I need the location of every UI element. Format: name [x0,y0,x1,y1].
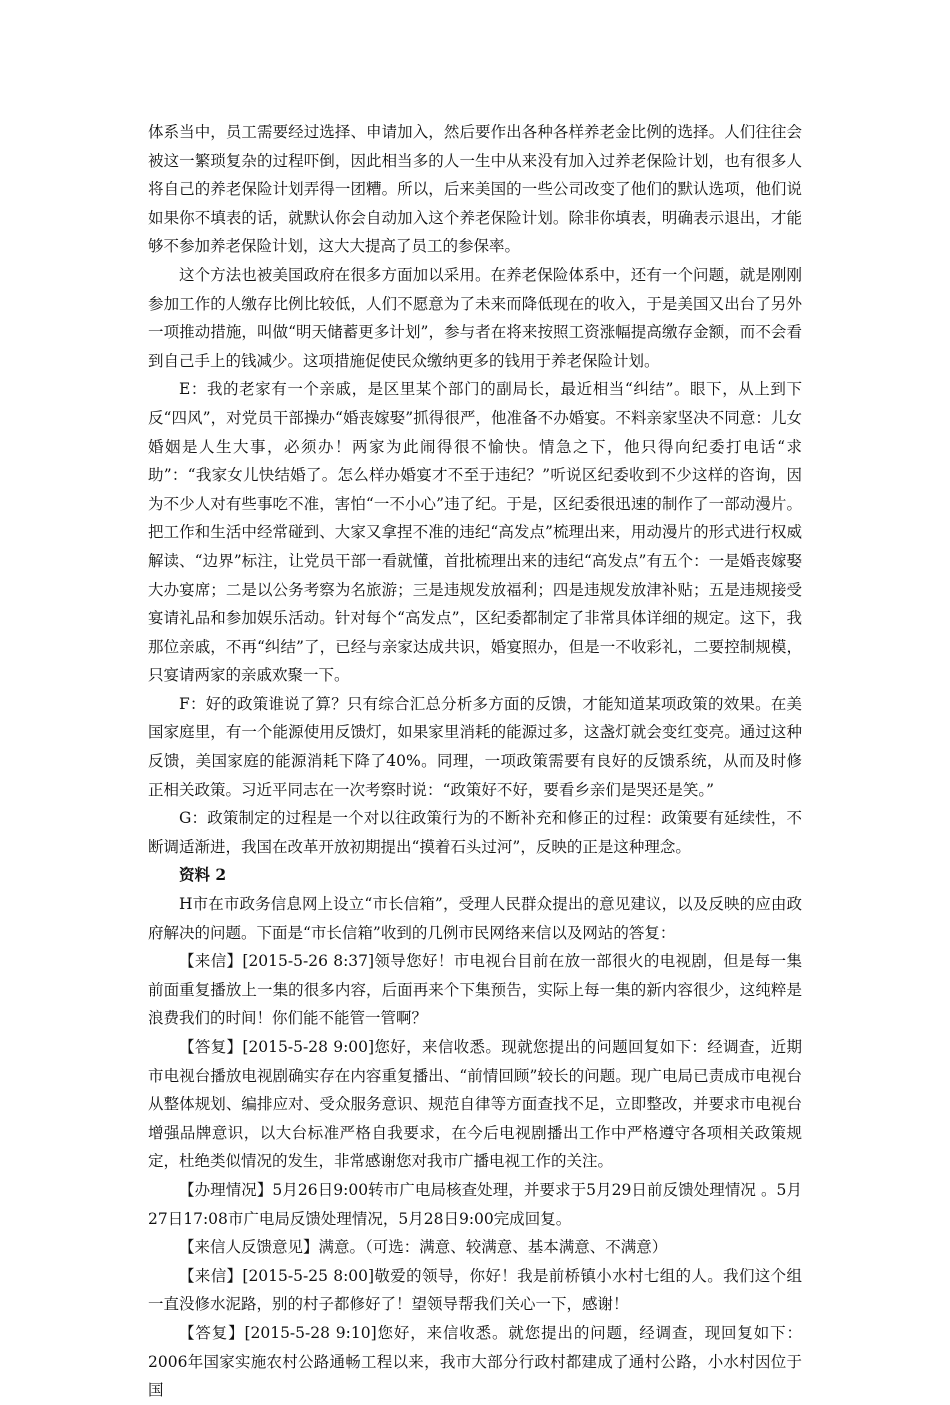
paragraph-letter-2: 【来信】[2015-5-25 8:00]敬爱的领导，你好！我是前桥镇小水村七组的人。我们这个组一直没修水泥路，别的村子都修好了！望领导帮我们关心一下，感谢！ [148,1266,802,1314]
paragraph-pension-default: 体系当中，员工需要经过选择、申请加入，然后要作出各种各样养老金比例的选择。人们往往会被这一繁琐复杂的过程吓倒，因此相当多的人一生中从来没有加入过养老保险计划，也有很多人将自己的养老保险计划弄得一团糟。所以，后来美国的一些公司改变了他们的默认选项，他们说如果你不填表的话，就默认你会自动加入这个养老保险计划。除非你填表，明确表示退出，才能够不参加养老保险计划，这大大提高了员工的参保率。 [148,123,802,256]
section-heading-material-2: 资料 2 [179,865,227,885]
document-page [148,118,802,1405]
paragraph-letter-1: 【来信】[2015-5-26 8:37]领导您好！市电视台目前在放一部很火的电视剧，但是每一集前面重复播放上一集的很多内容，后面再来个下集预告，实际上每一集的新内容很少，这纯粹是浪费我们的时间！你们能不能管一管啊？ [148,952,802,1028]
paragraph-f-feedback: F：好的政策谁说了算？只有综合汇总分析多方面的反馈，才能知道某项政策的效果。在美国家庭里，有一个能源使用反馈灯，如果家里消耗的能源过多，这盏灯就会变红变亮。通过这种反馈，美国家庭的能源消耗下降了40%。同理，一项政策需要有良好的反馈系统，从而及时修正相关政策。习近平同志在一次考察时说：“政策好不好，要看乡亲们是哭还是笑。” [148,694,802,799]
paragraph-h-mayor-mailbox: H市在市政务信息网上设立“市长信箱”，受理人民群众提出的意见建议，以及反映的应由政府解决的问题。下面是“市长信箱”收到的几例市民网络来信以及网站的答复： [148,895,802,942]
paragraph-g-policy-process: G：政策制定的过程是一个对以往政策行为的不断补充和修正的过程：政策要有延续性，不断调适渐进，我国在改革开放初期提出“摸着石头过河”，反映的正是这种理念。 [148,809,802,856]
paragraph-reply-2: 【答复】[2015-5-28 9:10]您好，来信收悉。就您提出的问题，经调查，现回复如下：2006年国家实施农村公路通畅工程以来，我市大部分行政村都建成了通村公路，小水村因位于国 [148,1323,802,1400]
paragraph-e-wedding: E：我的老家有一个亲戚，是区里某个部门的副局长，最近相当“纠结”。眼下，从上到下反“四风”，对党员干部操办“婚丧嫁娶”抓得很严，他准备不办婚宴。不料亲家坚决不同意：儿女婚姻是人生大事，必须办！两家为此闹得很不愉快。情急之下，他只得向纪委打电话“求助”：“我家女儿快结婚了。怎么样办婚宴才不至于违纪？”听说区纪委收到不少这样的咨询，因为不少人对有些事吃不准，害怕“一不小心”违了纪。于是，区纪委很迅速的制作了一部动漫片。把工作和生活中经常碰到、大家又拿捏不准的违纪“高发点”梳理出来，用动漫片的形式进行权威解读、“边界”标注，让党员干部一看就懂，首批梳理出来的违纪“高发点”有五个：一是婚丧嫁娶大办宴席；二是以公务考察为名旅游；三是违规发放福利；四是违规发放津补贴；五是违规接受宴请礼品和参加娱乐活动。针对每个“高发点”，区纪委都制定了非常具体详细的规定。这下，我那位亲戚，不再“纠结”了，已经与亲家达成共识，婚宴照办，但是一不收彩礼，二要控制规模，只宴请两家的亲戚欢聚一下。 [148,380,802,685]
paragraph-save-more-tomorrow: 这个方法也被美国政府在很多方面加以采用。在养老保险体系中，还有一个问题，就是刚刚参加工作的人缴存比例比较低，人们不愿意为了未来而降低现在的收入，于是美国又出台了另外一项推动措施，叫做“明天储蓄更多计划”，参与者在将来按照工资涨幅提高缴存金额，而不会看到自己手上的钱减少。这项措施促使民众缴纳更多的钱用于养老保险计划。 [148,265,802,370]
paragraph-handling-1: 【办理情况】5月26日9:00转市广电局核查处理，并要求于5月29日前反馈处理情况 。5月27日17:08市广电局反馈处理情况，5月28日9:00完成回复。 [148,1180,802,1228]
paragraph-reply-1: 【答复】[2015-5-28 9:00]您好，来信收悉。现就您提出的问题回复如下：经调查，近期市电视台播放电视剧确实存在内容重复播出、“前情回顾”较长的问题。现广电局已责成市电视台从整体规划、编排应对、受众服务意识、规范自律等方面查找不足，立即整改，并要求市电视台增强品牌意识，以大台标准严格自我要求，在今后电视剧播出工作中严格遵守各项相关政策规定，杜绝类似情况的发生，非常感谢您对我市广播电视工作的关注。 [148,1038,802,1171]
paragraph-feedback-1: 【来信人反馈意见】满意。（可选：满意、较满意、基本满意、不满意） [179,1238,668,1257]
